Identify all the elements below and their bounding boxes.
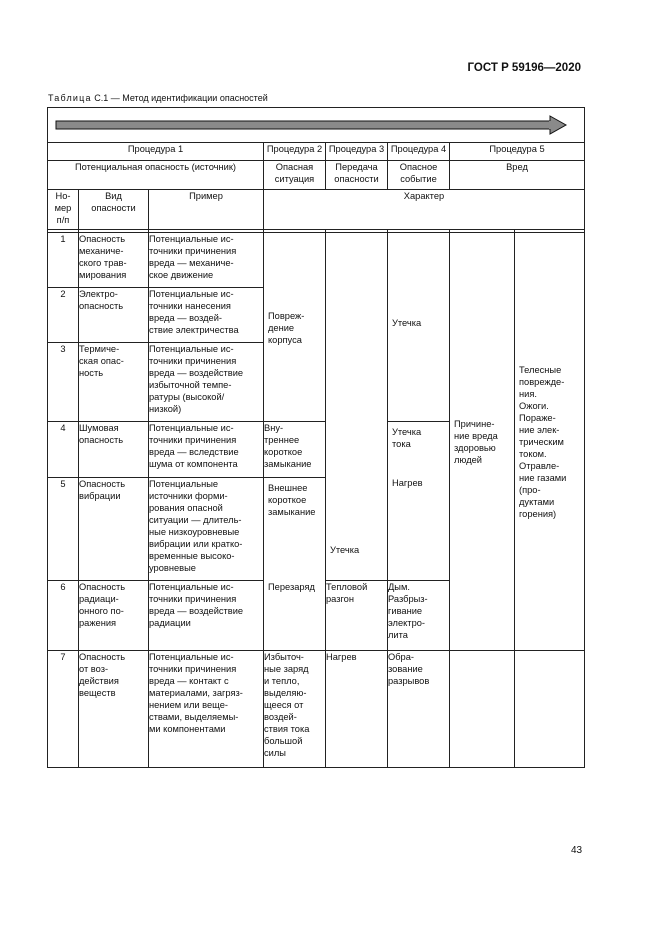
p4-leak-current: Утечка тока [392, 427, 422, 449]
p4-group-current [388, 422, 450, 581]
hazard-type: Опасность механиче- ского трав- мирования [79, 233, 149, 288]
hazard-type: Опасность вибрации [79, 478, 149, 581]
potential-hazard-header: Потенциальная опасность (источник) [48, 161, 264, 190]
p5-group-effects [515, 233, 585, 651]
hazard-type: Электро- опасность [79, 288, 149, 343]
p3-group-leak [326, 233, 388, 581]
hazardous-event-header: Опасное событие [388, 161, 450, 190]
process-flow-arrow-icon [48, 108, 583, 142]
caption-number: С.1 [94, 93, 109, 103]
p2-group-external [264, 478, 326, 651]
procedure-3-header: Процедура 3 [326, 143, 388, 161]
p5-empty-cell [515, 651, 585, 768]
p4-group-leak [388, 233, 450, 422]
p4-ruptures: Обра- зование разрывов [388, 651, 450, 768]
row-number: 7 [48, 651, 79, 768]
hazard-type-column-header: Вид опасности [79, 190, 149, 230]
row-number: 4 [48, 422, 79, 478]
p4-leak: Утечка [392, 318, 422, 328]
p5-effects: Телесные поврежде- ния. Ожоги. Пораже- ние элек- трическим током. Отравле- ние газами (про- дуктами горения) [519, 365, 567, 519]
hazard-example: Потенциальные ис- точники причинения вреда — механиче- ское движение [149, 233, 264, 288]
p2-overcharge: Перезаряд [268, 582, 315, 592]
p2-group-damage [264, 233, 326, 422]
number-column-header: Но- мер п/п [48, 190, 79, 230]
row-number: 6 [48, 581, 79, 651]
hazard-example: Потенциальные ис- точники причинения вреда — воздействие радиации [149, 581, 264, 651]
p2-short-internal: Вну- треннее короткое замыкание [264, 422, 326, 478]
p2-short-external: Внешнее короткое замыкание [268, 483, 316, 517]
p3-thermal: Тепловой разгон [326, 581, 388, 651]
example-column-header: Пример [149, 190, 264, 230]
hazard-example: Потенциальные ис- точники нанесения вреда — воздей- ствие электричества [149, 288, 264, 343]
page-number: 43 [571, 845, 583, 856]
harm-header: Вред [450, 161, 585, 190]
table-caption [48, 93, 268, 103]
caption-title: — Метод идентификации опасностей [110, 93, 268, 103]
p2-damage: Повреж- дение корпуса [268, 310, 305, 345]
hazard-transfer-header: Передача опасности [326, 161, 388, 190]
process-arrow-row [48, 108, 585, 143]
hazard-example: Потенциальные ис- точники причинения вреда — воздействие избыточной темпе- ратуры (высокой/ низкой) [149, 343, 264, 422]
hazardous-situation-header: Опасная ситуация [264, 161, 326, 190]
caption-prefix: Таблица [48, 93, 92, 103]
table-row [48, 233, 585, 288]
hazard-type: Шумовая опасность [79, 422, 149, 478]
p3-leak: Утечка [330, 545, 360, 555]
character-column-header: Характер [264, 190, 585, 230]
table-row [48, 651, 585, 768]
hazard-example: Потенциальные ис- точники причинения вреда — вследствие шума от компонента [149, 422, 264, 478]
procedure-2-header: Процедура 2 [264, 143, 326, 161]
procedure-1-header: Процедура 1 [48, 143, 264, 161]
p5-empty-cell [450, 651, 515, 768]
p5-cause: Причине- ние вреда здоровью людей [454, 419, 498, 465]
row-number: 2 [48, 288, 79, 343]
hazard-type: Термиче- ская опас- ность [79, 343, 149, 422]
document-standard-number: ГОСТ Р 59196—2020 [467, 62, 581, 74]
hazard-type: Опасность от воз- действия веществ [79, 651, 149, 768]
procedure-5-header: Процедура 5 [450, 143, 585, 161]
hazard-identification-table [47, 107, 585, 768]
row-number: 3 [48, 343, 79, 422]
p2-excess: Избыточ- ные заряд и тепло, выделяю- щееся от воздей- ствия тока большой силы [264, 651, 326, 768]
p5-group-cause [450, 233, 515, 651]
hazard-example: Потенциальные ис- точники причинения вреда — контакт с материалами, загряз- нением или веще- ствами, выделяемы- ми компонентами [149, 651, 264, 768]
hazard-type: Опасность радиаци- онного по- ражения [79, 581, 149, 651]
p3-heating: Нагрев [326, 651, 388, 768]
p4-heating: Нагрев [392, 478, 423, 488]
procedure-4-header: Процедура 4 [388, 143, 450, 161]
hazard-example: Потенциальные источники форми- рования опасной ситуации — длитель- ные низкоуровневые вибрации или кратко- временные высоко- уровневые [149, 478, 264, 581]
row-number: 5 [48, 478, 79, 581]
p4-smoke: Дым. Разбрыз- гивание электро- лита [388, 581, 450, 651]
row-number: 1 [48, 233, 79, 288]
